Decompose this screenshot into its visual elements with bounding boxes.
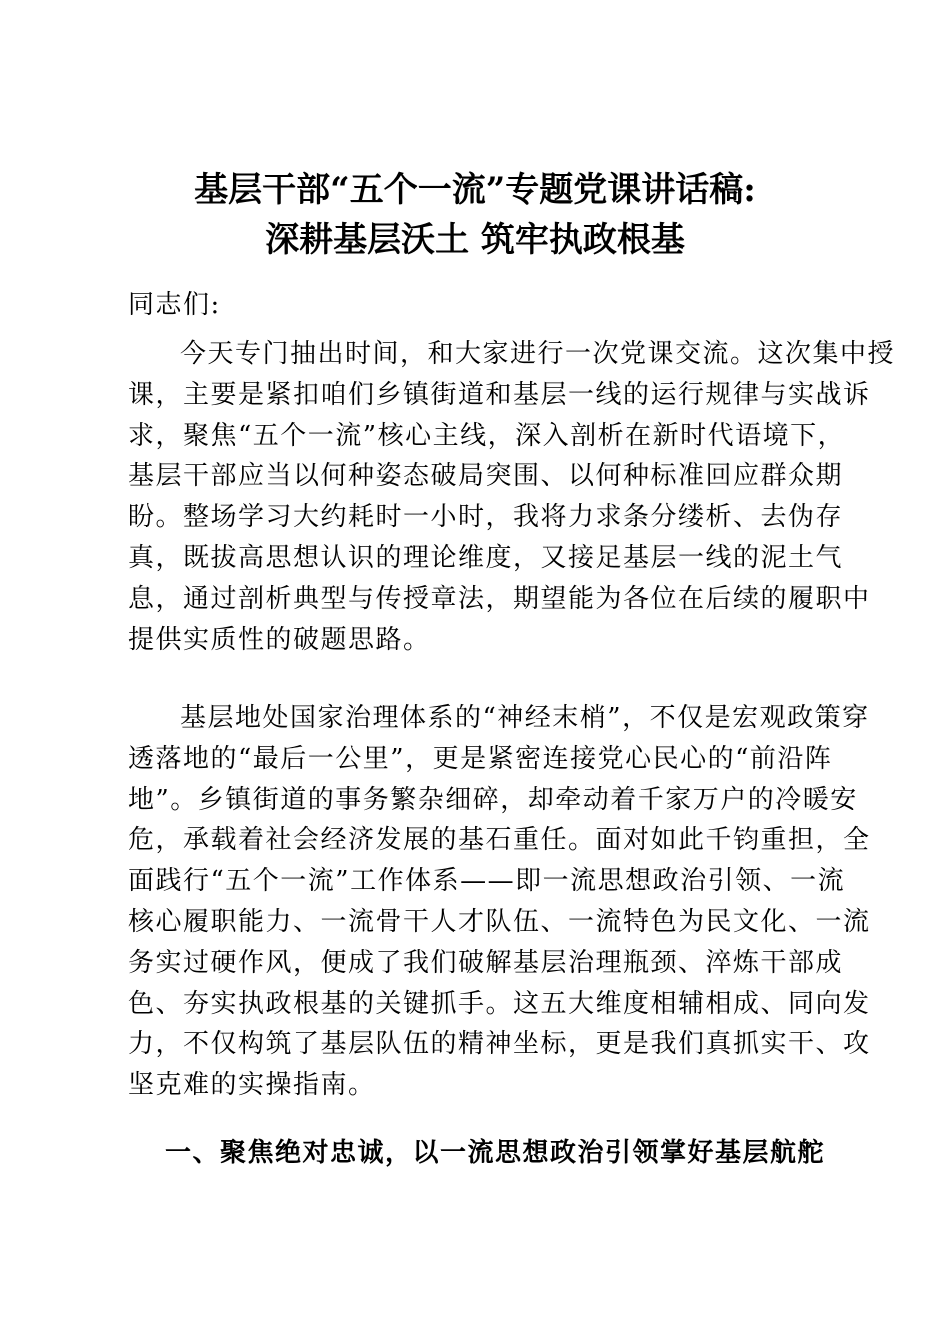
paragraph-2-line: 务实过硬作风，便成了我们破解基层治理瓶颈、淬炼干部成: [128, 947, 844, 978]
document-title-line-2: 深耕基层沃土 筑牢执政根基: [265, 220, 685, 260]
paragraph-2-line: 坚克难的实操指南。: [128, 1070, 376, 1101]
salutation: 同志们:: [128, 290, 221, 320]
paragraph-2-line: 色、夯实执政根基的关键抓手。这五大维度相辅相成、同向发: [128, 988, 871, 1019]
paragraph-2-line: 透落地的“最后一公里”，更是紧密连接党心民心的“前沿阵: [128, 743, 833, 774]
paragraph-1-line: 课，主要是紧扣咱们乡镇街道和基层一线的运行规律与实战诉: [128, 379, 871, 410]
paragraph-1-line: 今天专门抽出时间，和大家进行一次党课交流。这次集中授: [180, 339, 896, 369]
document-title-line-1: 基层干部“五个一流”专题党课讲话稿:: [194, 170, 756, 210]
paragraph-2-line: 危，承载着社会经济发展的基石重任。面对如此千钧重担，全: [128, 825, 871, 856]
paragraph-1-line: 真，既拔高思想认识的理论维度，又接足基层一线的泥土气: [128, 543, 844, 573]
paragraph-2-line: 地”。乡镇街道的事务繁杂细碎，却牵动着千家万户的冷暖安: [128, 784, 858, 815]
paragraph-2-line: 核心履职能力、一流骨干人才队伍、一流特色为民文化、一流: [128, 907, 871, 937]
paragraph-2-line: 基层地处国家治理体系的“神经末梢”，不仅是宏观政策穿: [180, 703, 870, 733]
paragraph-1-line: 提供实质性的破题思路。: [128, 624, 431, 655]
paragraph-2-line: 力，不仅构筑了基层队伍的精神坐标，更是我们真抓实干、攻: [128, 1029, 871, 1060]
paragraph-1-line: 息，通过剖析典型与传授章法，期望能为各位在后续的履职中: [128, 583, 871, 614]
paragraph-1-line: 基层干部应当以何种姿态破局突围、以何种标准回应群众期: [128, 461, 844, 492]
paragraph-2-line: 面践行“五个一流”工作体系——即一流思想政治引领、一流: [128, 866, 846, 897]
paragraph-1-line: 盼。整场学习大约耗时一小时，我将力求条分缕析、去伪存: [128, 502, 844, 533]
paragraph-1-line: 求，聚焦“五个一流”核心主线，深入剖析在新时代语境下，: [128, 420, 846, 451]
section-heading: 一、聚焦绝对忠诚，以一流思想政治引领掌好基层航舵: [165, 1138, 826, 1168]
